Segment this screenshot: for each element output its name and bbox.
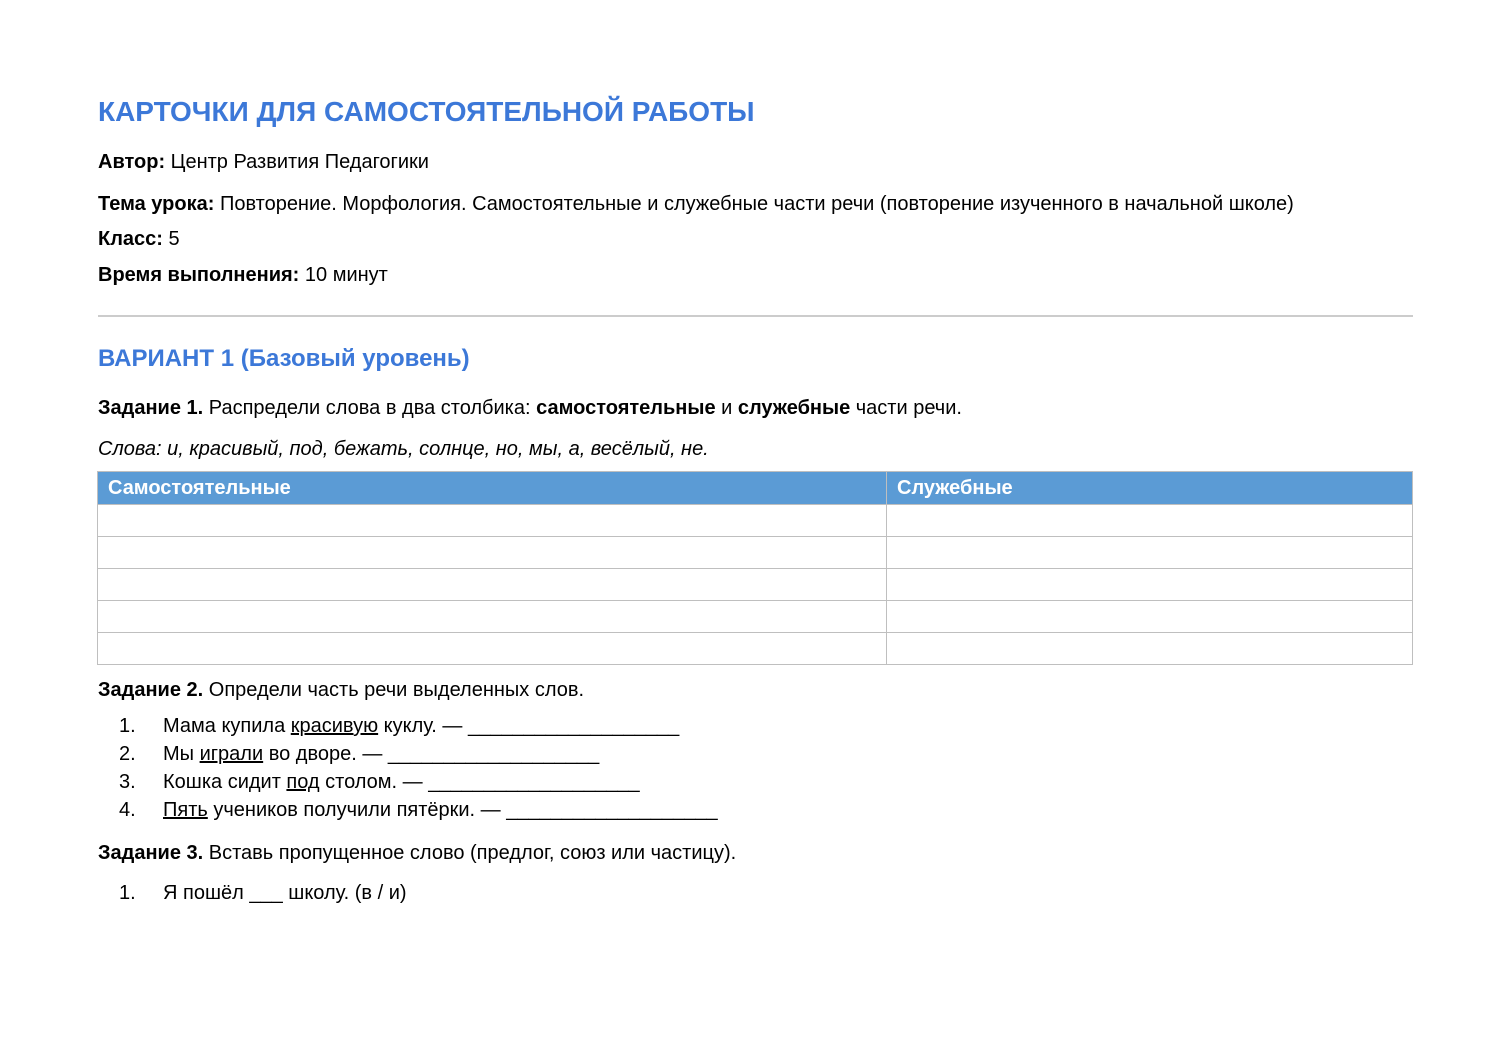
- variant-heading: ВАРИАНТ 1 (Базовый уровень): [98, 345, 470, 372]
- table-header-row: [98, 472, 1413, 505]
- task3-instruction: [98, 840, 736, 866]
- item-text: Мы: [163, 743, 200, 765]
- task2-text: Определи часть речи выделенных слов.: [203, 679, 585, 701]
- task1-text: части речи.: [850, 397, 962, 419]
- list-item: [98, 796, 718, 824]
- underlined-word: под: [286, 771, 320, 793]
- item-text: столом. — ___________________: [319, 771, 640, 793]
- item-text: Мама купила: [163, 715, 291, 737]
- table-cell[interactable]: [887, 601, 1413, 633]
- item-text: Я пошёл ___ школу. (в / и): [163, 882, 407, 904]
- underlined-word: играли: [199, 743, 264, 765]
- table-row: [98, 601, 1413, 633]
- grade-label: Класс:: [98, 228, 163, 250]
- task1-text: и: [715, 397, 738, 419]
- underlined-word: Пять: [163, 799, 208, 821]
- table-cell[interactable]: [98, 569, 887, 601]
- table-cell[interactable]: [98, 633, 887, 665]
- author-line: [98, 149, 429, 175]
- task1-label: Задание 1.: [98, 397, 204, 419]
- task1-text: Распредели слова в два столбика:: [203, 397, 537, 419]
- horizontal-divider: [98, 315, 1413, 317]
- time-label: Время выполнения:: [98, 264, 300, 286]
- column-header-independent: Самостоятельные: [98, 472, 887, 505]
- topic-label: Тема урока:: [98, 193, 215, 215]
- topic-line: [98, 191, 1294, 217]
- task3-list: [98, 879, 407, 907]
- author-label: Автор:: [98, 151, 166, 173]
- list-item: [98, 768, 718, 796]
- item-text: учеников получили пятёрки. — ___________________: [207, 799, 718, 821]
- list-item: [98, 740, 718, 768]
- list-item: [98, 879, 407, 907]
- topic-value: Повторение. Морфология. Самостоятельные и служебные части речи (повторение изученного в начальной школе): [214, 193, 1294, 215]
- task1-bold-independent: самостоятельные: [536, 397, 716, 419]
- column-header-auxiliary: Служебные: [887, 472, 1413, 505]
- table-row: [98, 505, 1413, 537]
- table-cell[interactable]: [887, 569, 1413, 601]
- item-number: 2.: [119, 743, 136, 765]
- table-cell[interactable]: [887, 537, 1413, 569]
- item-text: Кошка сидит: [163, 771, 287, 793]
- grade-line: [98, 226, 180, 252]
- task3-label: Задание 3.: [98, 842, 204, 864]
- task2-list: [98, 712, 718, 824]
- task3-text: Вставь пропущенное слово (предлог, союз или частицу).: [203, 842, 737, 864]
- table-cell[interactable]: [98, 601, 887, 633]
- underlined-word: красивую: [290, 715, 379, 737]
- task1-bold-auxiliary: служебные: [737, 397, 851, 419]
- author-value: Центр Развития Педагогики: [165, 151, 429, 173]
- item-number: 4.: [119, 799, 136, 821]
- time-value: 10 минут: [299, 264, 388, 286]
- classification-table: [97, 471, 1413, 665]
- document-title: КАРТОЧКИ ДЛЯ САМОСТОЯТЕЛЬНОЙ РАБОТЫ: [98, 96, 755, 127]
- task2-label: Задание 2.: [98, 679, 204, 701]
- table-cell[interactable]: [887, 633, 1413, 665]
- item-number: 3.: [119, 771, 136, 793]
- table-cell[interactable]: [98, 505, 887, 537]
- item-number: 1.: [119, 715, 136, 737]
- time-line: [98, 262, 388, 288]
- table-row: [98, 569, 1413, 601]
- item-text: куклу. — ___________________: [378, 715, 680, 737]
- task1-words: Слова: и, красивый, под, бежать, солнце, но, мы, а, весёлый, не.: [98, 438, 709, 460]
- task1-instruction: [98, 395, 962, 421]
- table-cell[interactable]: [887, 505, 1413, 537]
- item-text: во дворе. — ___________________: [263, 743, 600, 765]
- item-number: 1.: [119, 882, 136, 904]
- task2-instruction: [98, 677, 584, 703]
- list-item: [98, 712, 718, 740]
- table-row: [98, 633, 1413, 665]
- grade-value: 5: [162, 228, 180, 250]
- table-row: [98, 537, 1413, 569]
- table-cell[interactable]: [98, 537, 887, 569]
